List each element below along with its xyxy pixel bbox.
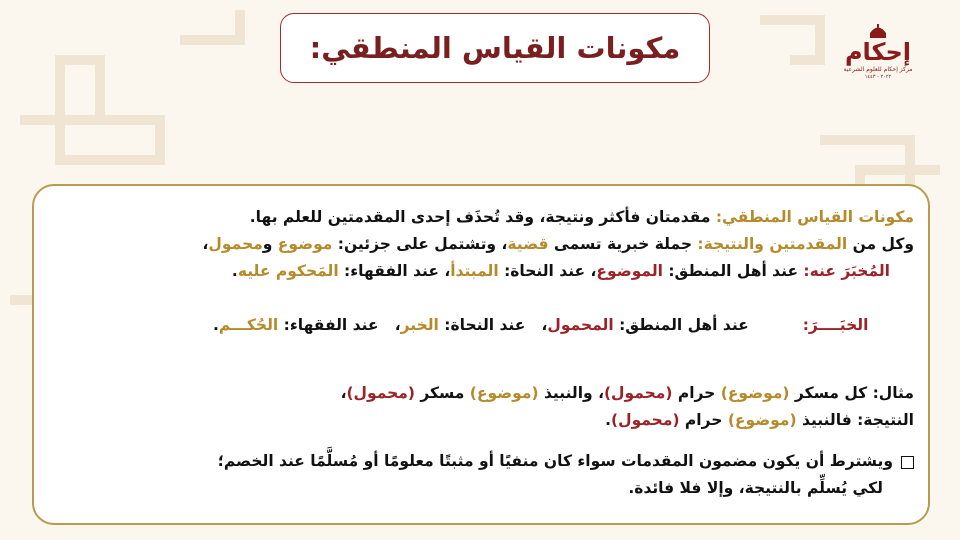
label-mahmul: (محمول) bbox=[603, 384, 673, 402]
label-mawdu: (موضوع) bbox=[727, 411, 797, 429]
term-qadiya: قضية bbox=[507, 235, 549, 253]
text-fragment: جملة خبرية تسمى bbox=[548, 235, 698, 253]
bullet-line-2: لكي يُسلِّم بالنتيجة، وإلا فلا فائدة. bbox=[628, 479, 883, 497]
text-fragment: . bbox=[605, 411, 612, 429]
premises-line bbox=[50, 231, 914, 258]
definition-text: مقدمتان فأكثر ونتيجة، وقد تُحذَف إحدى المقدمتين للعلم بها. bbox=[249, 208, 716, 226]
text-fragment: النتيجة: فالنبيذ bbox=[796, 411, 914, 429]
text-fragment: ، bbox=[202, 235, 209, 253]
text-fragment: عند أهل المنطق: bbox=[662, 262, 804, 280]
logo bbox=[843, 24, 913, 94]
text-fragment: ، عند الفقهاء: bbox=[278, 316, 401, 334]
definition-line bbox=[50, 204, 914, 231]
text-fragment: مثال: كل مسكر bbox=[789, 384, 914, 402]
slide-title: مكونات القياس المنطقي: bbox=[309, 31, 681, 65]
logo-subtitle: مركز إحكام للعلوم الشرعية bbox=[843, 66, 913, 73]
text-fragment: . bbox=[231, 262, 238, 280]
text-fragment: مسكر bbox=[414, 384, 470, 402]
text-fragment: وكل من bbox=[847, 235, 914, 253]
logo-small-text: ٢٠٢٢ - ١٤٤٣ bbox=[864, 74, 892, 80]
term-mawdu-logic: الموضوع bbox=[596, 262, 663, 280]
term-predicate: الخبَــــرَ: bbox=[802, 316, 869, 334]
title-box bbox=[280, 13, 710, 83]
spacer bbox=[50, 434, 914, 448]
text-fragment: حرام bbox=[679, 411, 728, 429]
term-subject: المُخبَرَ عنه: bbox=[803, 262, 890, 280]
text-fragment: ، عند الفقهاء: bbox=[338, 262, 451, 280]
term-premises: المقدمتين والنتيجة: bbox=[697, 235, 848, 253]
text-fragment: حرام bbox=[672, 384, 721, 402]
content-box bbox=[32, 184, 930, 525]
text-fragment: ، عند النحاة: bbox=[498, 262, 597, 280]
text-fragment: ، وتشتمل على جزئين: bbox=[332, 235, 508, 253]
term-mahkum-alayh: المَحكوم عليه bbox=[237, 262, 339, 280]
predicate-line bbox=[50, 285, 914, 366]
text-fragment: ، والنبيذ bbox=[538, 384, 604, 402]
term-mahmul-logic: المحمول bbox=[547, 316, 614, 334]
text-fragment: ، bbox=[340, 384, 347, 402]
term-components: مكونات القياس المنطقي: bbox=[715, 208, 914, 226]
label-mahmul: (محمول) bbox=[611, 411, 680, 429]
label-mahmul: (محمول) bbox=[346, 384, 415, 402]
term-mubtada: المبتدأ bbox=[450, 262, 499, 280]
term-hukm: الحُكـــم bbox=[218, 316, 279, 334]
checkbox-bullet-icon bbox=[901, 456, 914, 469]
bullet-line-1: ويشترط أن يكون مضمون المقدمات سواء كان منفيًا أو مثبتًا معلومًا أو مُسلَّمًا عند الخصم؛ bbox=[217, 452, 893, 470]
text-fragment: و bbox=[262, 235, 278, 253]
subject-line bbox=[50, 258, 914, 285]
logo-wordmark: إحكام bbox=[844, 38, 912, 66]
text-fragment: . bbox=[212, 316, 219, 334]
mosque-dome-icon bbox=[868, 24, 888, 38]
example-line bbox=[50, 380, 914, 407]
condition-bullet bbox=[50, 448, 914, 502]
text-fragment: ، عند النحاة: bbox=[438, 316, 548, 334]
term-mawdu: موضوع bbox=[277, 235, 333, 253]
term-mahmul: محمول bbox=[208, 235, 263, 253]
label-mawdu: (موضوع) bbox=[720, 384, 790, 402]
text-fragment: عند أهل المنطق: bbox=[613, 316, 803, 334]
label-mawdu: (موضوع) bbox=[469, 384, 539, 402]
term-khabar: الخبر bbox=[400, 316, 439, 334]
conclusion-line bbox=[50, 407, 914, 434]
spacer bbox=[50, 366, 914, 380]
